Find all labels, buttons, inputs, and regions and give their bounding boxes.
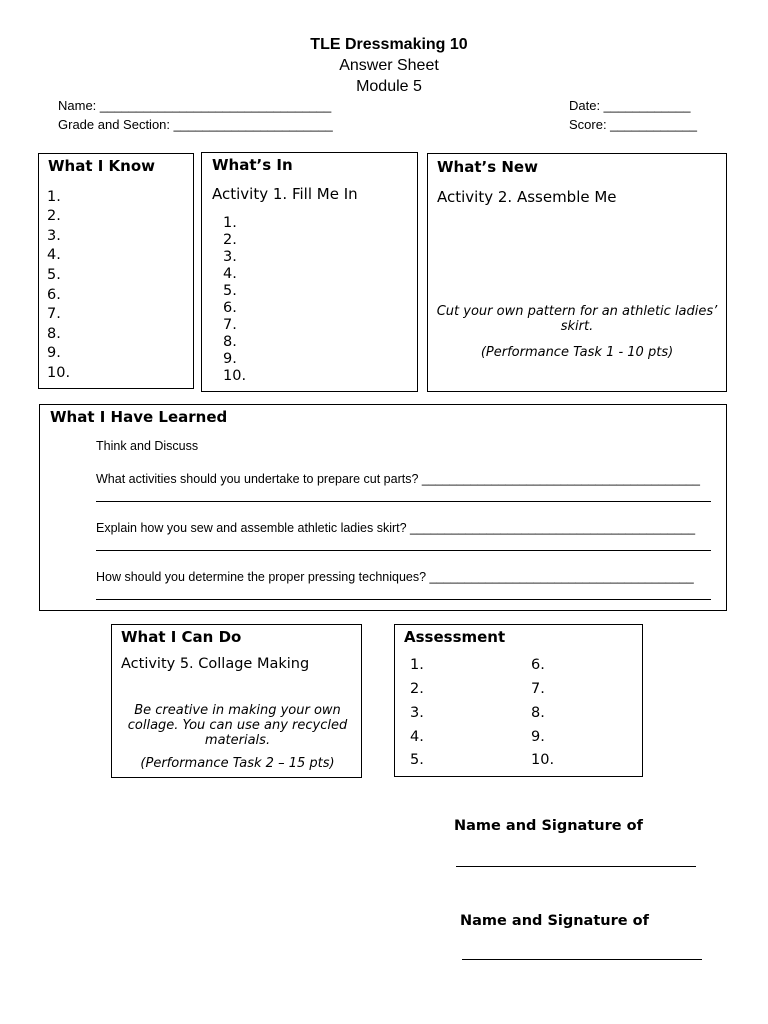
list-item[interactable]: 3. — [223, 249, 237, 265]
list-item[interactable]: 9. — [223, 351, 237, 367]
whats-new-box — [427, 153, 727, 392]
answer-line-2[interactable] — [96, 550, 711, 551]
signature-line-2[interactable] — [462, 959, 702, 960]
list-item[interactable]: 4. — [223, 266, 237, 282]
list-item[interactable]: 5. — [223, 283, 237, 299]
list-item[interactable]: 5. — [410, 752, 424, 768]
name-field[interactable]: Name: ________________________________ — [58, 98, 332, 113]
what-i-can-do-instruction: Be creative in making your own collage. You can use any recycled materials. — [127, 703, 348, 748]
list-item[interactable]: 6. — [47, 287, 61, 303]
activity-5-label: Activity 5. Collage Making — [121, 656, 310, 672]
question-2[interactable]: Explain how you sew and assemble athletic ladies skirt? _________________________________________ — [96, 521, 696, 535]
list-item[interactable]: 4. — [410, 729, 424, 745]
performance-task-1: (Performance Task 1 - 10 pts) — [480, 345, 674, 360]
date-field[interactable]: Date: ____________ — [569, 98, 691, 113]
list-item[interactable]: 4. — [47, 247, 61, 263]
whats-new-instruction: Cut your own pattern for an athletic ladies’ skirt. — [436, 304, 718, 334]
list-item[interactable]: 9. — [47, 345, 61, 361]
whats-new-title: What’s New — [437, 158, 538, 176]
document-subtitle: Answer Sheet — [339, 57, 439, 74]
list-item[interactable]: 7. — [531, 681, 545, 697]
list-item[interactable]: 1. — [223, 215, 237, 231]
what-i-can-do-box — [111, 624, 362, 778]
module-label: Module 5 — [356, 78, 422, 95]
what-i-know-title: What I Know — [48, 157, 156, 175]
activity-2-label: Activity 2. Assemble Me — [437, 188, 617, 206]
think-and-discuss-label: Think and Discuss — [96, 439, 199, 453]
what-i-know-box — [38, 153, 194, 389]
score-field[interactable]: Score: ____________ — [569, 117, 697, 132]
list-item[interactable]: 3. — [47, 228, 61, 244]
list-item[interactable]: 6. — [223, 300, 237, 316]
list-item[interactable]: 7. — [47, 306, 61, 322]
list-item[interactable]: 3. — [410, 705, 424, 721]
grade-section-field[interactable]: Grade and Section: ______________________ — [58, 117, 333, 132]
list-item[interactable]: 10. — [531, 752, 555, 768]
list-item[interactable]: 2. — [47, 208, 61, 224]
activity-1-label: Activity 1. Fill Me In — [212, 185, 358, 203]
answer-line-3[interactable] — [96, 599, 711, 600]
list-item[interactable]: 2. — [410, 681, 424, 697]
signature-label-2: Name and Signature of — [460, 913, 649, 929]
what-i-have-learned-box — [39, 404, 727, 611]
list-item[interactable]: 6. — [531, 657, 545, 673]
performance-task-2: (Performance Task 2 – 15 pts) — [140, 756, 335, 771]
signature-line-1[interactable] — [456, 866, 696, 867]
what-i-have-learned-title: What I Have Learned — [50, 408, 228, 426]
whats-in-box — [201, 152, 418, 392]
list-item[interactable]: 8. — [223, 334, 237, 350]
question-3[interactable]: How should you determine the proper pressing techniques? ______________________________________ — [96, 570, 694, 584]
list-item[interactable]: 9. — [531, 729, 545, 745]
assessment-title: Assessment — [404, 628, 506, 646]
answer-line-1[interactable] — [96, 501, 711, 502]
assessment-box — [394, 624, 643, 777]
document-title: TLE Dressmaking 10 — [310, 36, 468, 53]
list-item[interactable]: 10. — [223, 368, 247, 384]
list-item[interactable]: 8. — [531, 705, 545, 721]
list-item[interactable]: 7. — [223, 317, 237, 333]
list-item[interactable]: 1. — [410, 657, 424, 673]
list-item[interactable]: 1. — [47, 189, 61, 205]
question-1[interactable]: What activities should you undertake to prepare cut parts? ________________________________________ — [96, 472, 700, 486]
what-i-can-do-title: What I Can Do — [121, 628, 242, 646]
whats-in-title: What’s In — [212, 156, 293, 174]
list-item[interactable]: 2. — [223, 232, 237, 248]
list-item[interactable]: 8. — [47, 326, 61, 342]
list-item[interactable]: 5. — [47, 267, 61, 283]
list-item[interactable]: 10. — [47, 365, 71, 381]
signature-label-1: Name and Signature of — [454, 818, 643, 834]
